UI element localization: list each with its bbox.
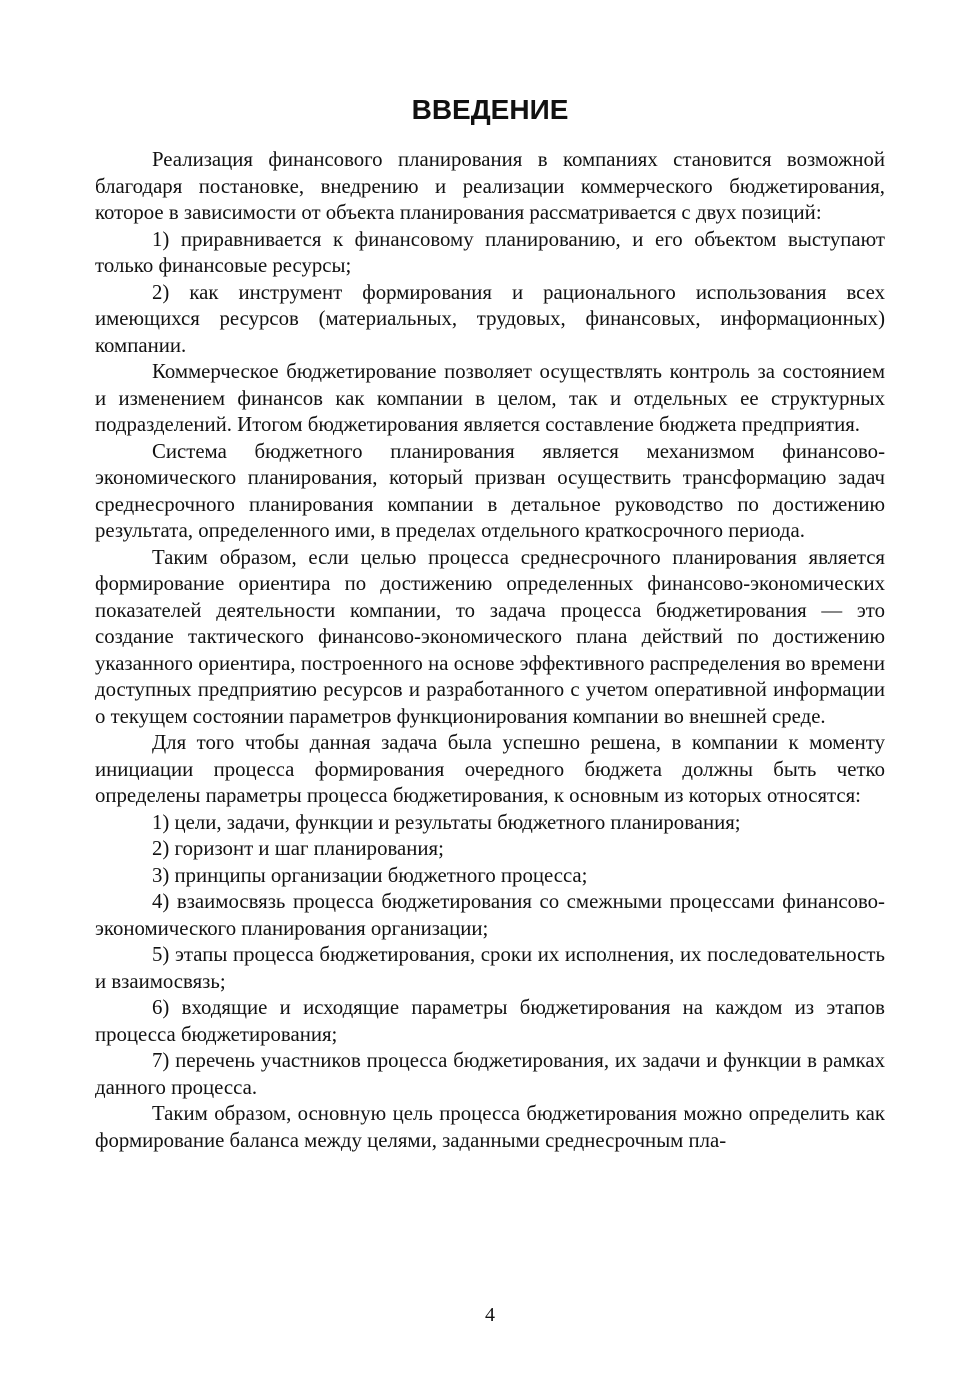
list-item: 6) входящие и исходящие параметры бюджетирования на каждом из этапов процесса бюджетирования; [95, 996, 885, 1046]
list-item: 1) приравнивается к финансовому планированию, и его объектом выступают только финансовые ресурсы; [95, 227, 885, 277]
list-item: 1) цели, задачи, функции и результаты бюджетного планирования; [152, 810, 741, 834]
body-text [95, 147, 885, 1154]
list-item: 2) горизонт и шаг планирования; [152, 837, 444, 860]
paragraph: Реализация финансового планирования в компаниях становится возможной благодаря постановке, внедрению и реализации коммерческого бюджетирования, которое в зависимости от объекта планирования рассматривается с двух позиций: [95, 148, 885, 224]
list-item: 4) взаимосвязь процесса бюджетирования со смежными процессами финансово-экономического планирования организации; [95, 890, 885, 940]
paragraph: Таким образом, основную цель процесса бюджетирования можно определить как формирование баланса между целями, заданными среднесрочным пла- [95, 1102, 885, 1152]
paragraph: Таким образом, если целью процесса среднесрочного планирования является формирование ориентира по достижению определенных финансово-экономических показателей деятельности компании, то задача процесса бюджетирования — это создание тактического финансово-экономического плана действий по достижению указанного ориентира, построенного на основе эффективного распределения во времени доступных предприятию ресурсов и разработанного с учетом оперативной информации о текущем состоянии параметров функционирования компании во внешней среде. [95, 545, 885, 728]
list-item: 7) перечень участников процесса бюджетирования, их задачи и функции в рамках данного процесса. [95, 1049, 885, 1099]
paragraph: Коммерческое бюджетирование позволяет осуществлять контроль за состоянием и изменением финансов как компании в целом, так и отдельных ее структурных подразделений. Итогом бюджетирования является составление бюджета предприятия. [95, 360, 885, 436]
page-title: ВВЕДЕНИЕ [411, 94, 569, 125]
paragraph: Для того чтобы данная задача была успешно решена, в компании к моменту инициации процесса формирования очередного бюджета должны быть четко определены параметры процесса бюджетирования, к основным из которых относятся: [95, 731, 885, 807]
page-number: 4 [485, 1304, 495, 1326]
paragraph: Система бюджетного планирования является механизмом финансово-экономического планирования, который призван осуществить трансформацию задач среднесрочного планирования компании в детальное руководство по достижению результата, определенного ими, в пределах отдельного краткосрочного периода. [95, 439, 885, 542]
list-item: 3) принципы организации бюджетного процесса; [152, 863, 588, 887]
list-item: 5) этапы процесса бюджетирования, сроки их исполнения, их последовательность и взаимосвязь; [95, 943, 885, 993]
list-item: 2) как инструмент формирования и рационального использования всех имеющихся ресурсов (материальных, трудовых, финансовых, информационных) компании. [95, 280, 885, 357]
